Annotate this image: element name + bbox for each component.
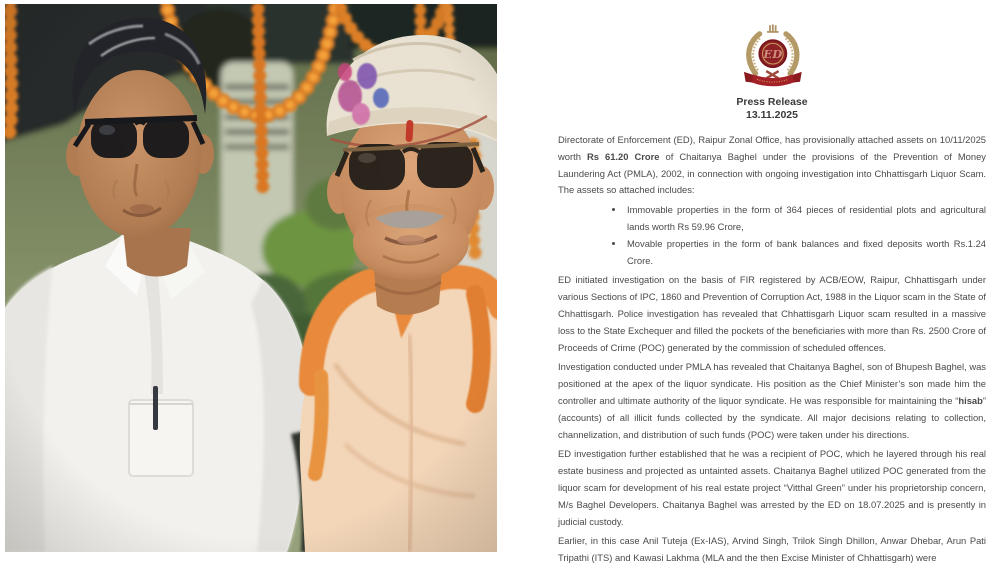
emphasized-text: Rs 61.20 Crore bbox=[586, 150, 660, 162]
press-release-document bbox=[558, 24, 986, 570]
press-paragraph bbox=[558, 272, 986, 356]
press-paragraph bbox=[558, 446, 986, 530]
attached-assets-list bbox=[558, 202, 986, 269]
attached-asset-item: • Immovable properties in the form of 364 pieces of residential plots and agricultural lands worth Rs 59.96 Crore, bbox=[625, 202, 986, 236]
paragraph-text: Earlier, in this case Anil Tuteja (Ex-IAS), Arvind Singh, Trilok Singh Dhillon, Anwar Dhebar, Arun Pati Tripathi (ITS) and Kawasi Lakhma (MLA and the then Excise Minister of Chhattisgarh) were bbox=[558, 535, 986, 564]
paragraph-text: Directorate of Enforcement (ED), Raipur Zonal Office, has provisionally attached assets on 10/11/2025 worth bbox=[558, 134, 986, 162]
emphasized-text: hisab bbox=[958, 394, 983, 406]
press-release-date: 13.11.2025 bbox=[746, 109, 798, 121]
press-release-header bbox=[558, 24, 986, 122]
paragraph-text: ED investigation further established that he was a recipient of POC, which he layered through his real estate business and projected as untainted assets. Chaitanya Baghel utilized POC generated from the liquor scam for development of his real estate project “Vitthal Green” under his proprietorship concern, M/s Baghel Developers. Chaitanya Baghel was arrested by the ED on 18.07.2025 and is presently in judicial custody. bbox=[558, 448, 986, 527]
press-release-body bbox=[558, 132, 986, 567]
press-release-title: Press Release bbox=[736, 96, 808, 108]
paragraph-text: ” (accounts) of all illicit funds collected by the syndicate. All major decisions relating to collection, channelization, and distribution of such funds (POC) were taken under his directions. bbox=[558, 394, 986, 440]
ed-emblem bbox=[739, 24, 805, 90]
ed-emblem-crest-icon bbox=[744, 24, 802, 86]
photo-vignette bbox=[5, 4, 497, 552]
paragraph-text: of Chaitanya Baghel under the provisions of the Prevention of Money Laundering Act (PMLA), 2002, in connection with ongoing investigation into Chhattisgarh Liquor Scam. The assets so attached includes: bbox=[558, 150, 986, 196]
press-paragraph bbox=[558, 359, 986, 443]
press-paragraph bbox=[558, 132, 986, 199]
paragraph-text: ED initiated investigation on the basis of FIR registered by ACB/EOW, Raipur, Chhattisgarh under various Sections of IPC, 1860 and Prevention of Corruption Act, 1988 in the Liquor scam in the State of Chhattisgarh. Police investigation has revealed that Chhattisgarh Liquor scam resulted in a massive loss to the State Exchequer and filled the pockets of the beneficiaries with more than Rs. 2500 Crore of Proceeds of Crime (POC) generated by the commission of scheduled offences. bbox=[558, 274, 986, 353]
news-photo bbox=[5, 4, 497, 552]
attached-asset-item: • Movable properties in the form of bank balances and fixed deposits worth Rs.1.24 Crore. bbox=[625, 236, 986, 270]
ed-monogram: ED bbox=[763, 47, 783, 62]
paragraph-text: Investigation conducted under PMLA has revealed that Chaitanya Baghel, son of Bhupesh Baghel, was positioned at the apex of the liquor syndicate. His position as the Chief Minister’s son made him the controller and ultimate authority of the liquor syndicate. He was responsible for maintaining the “ bbox=[558, 361, 986, 406]
